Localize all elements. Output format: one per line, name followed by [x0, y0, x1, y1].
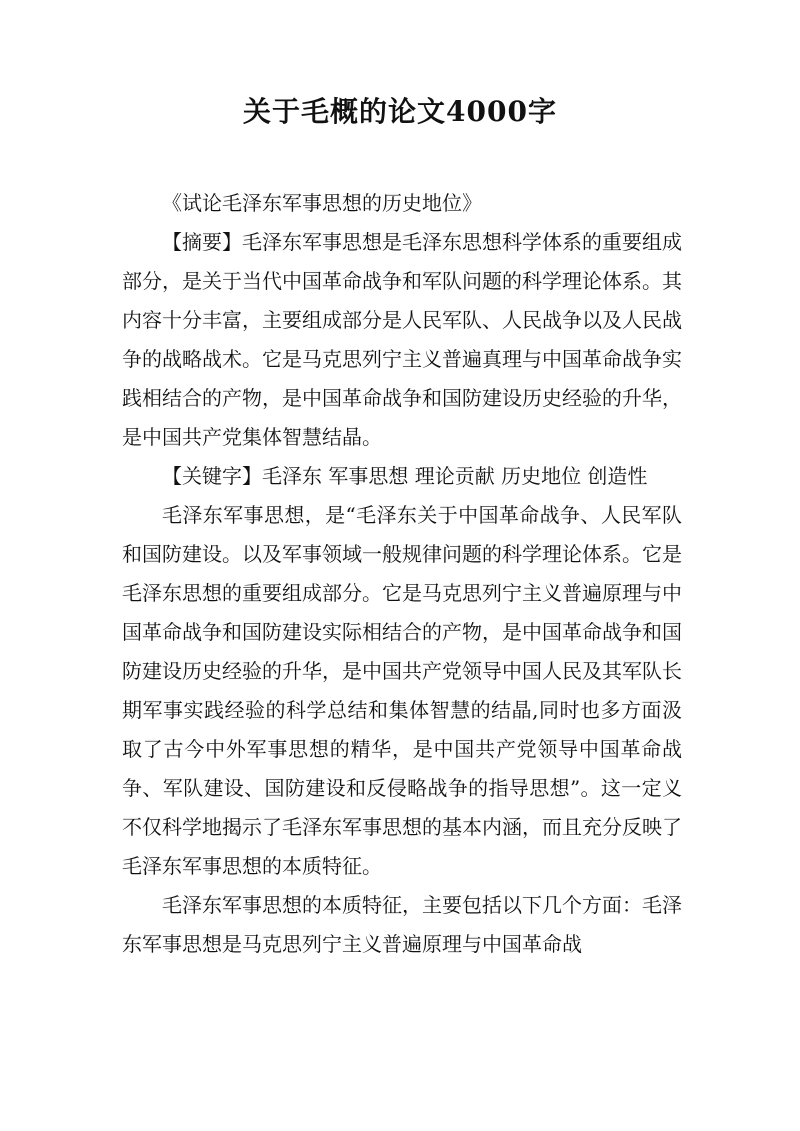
- body-paragraph-2: 毛泽东军事思想的本质特征，主要包括以下几个方面：毛泽东军事思想是马克思列宁主义普遍原理与中国革命战: [122, 893, 682, 956]
- document-title: 关于毛概的论文4000字: [243, 95, 557, 128]
- abstract-paragraph: 【摘要】毛泽东军事思想是毛泽东思想科学体系的重要组成部分，是关于当代中国革命战争和军队问题的科学理论体系。其内容十分丰富，主要组成部分是人民军队、人民战争以及人民战争的战略战术。它是马克思列宁主义普遍真理与中国革命战争实践相结合的产物，是中国革命战争和国防建设历史经验的升华，是中国共产党集体智慧结晶。: [122, 230, 682, 449]
- keywords-paragraph: 【关键字】毛泽东 军事思想 理论贡献 历史地位 创造性: [162, 464, 648, 488]
- body-paragraph-1: 毛泽东军事思想，是“毛泽东关于中国革命战争、人民军队和国防建设。以及军事领域一般规律问题的科学理论体系。它是毛泽东思想的重要组成部分。它是马克思列宁主义普遍原理与中国革命战争和国防建设实际相结合的产物，是中国革命战争和国防建设历史经验的升华，是中国共产党领导中国人民及其军队长期军事实践经验的科学总结和集体智慧的结晶,同时也多方面汲取了古今中外军事思想的精华，是中国共产党领导中国革命战争、军队建设、国防建设和反侵略战争的指导思想”。这一定义不仅科学地揭示了毛泽东军事思想的基本内涵，而且充分反映了毛泽东军事思想的本质特征。: [122, 503, 682, 878]
- document-body: [122, 184, 682, 964]
- paper-title: 《试论毛泽东军事思想的历史地位》: [162, 191, 482, 215]
